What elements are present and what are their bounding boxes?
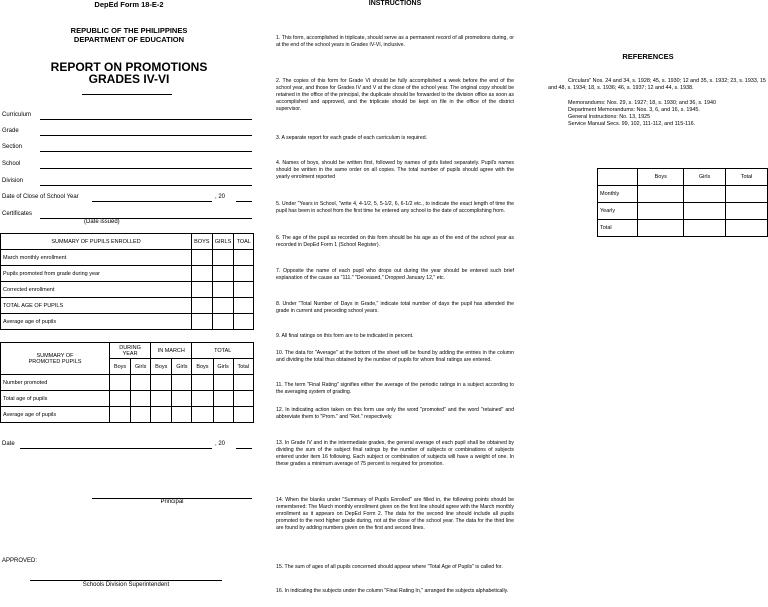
enrolled-row-label: Corrected enrollment [1,282,192,298]
sub-col-girls: Girls [213,359,233,375]
enrolled-summary-table [0,233,254,330]
references-heading: REFERENCES [622,52,674,61]
date-close-label: Date of Close of School Year [2,194,79,200]
references-general: General Instructions: No. 13, 1925 [568,114,651,120]
instruction-item: 9. All final ratings on this form are to be indicated in percent. [276,333,414,339]
references-service-manual: Service Manual Secs. 99, 102, 111-112, and 115-116. [568,121,696,127]
table-cell[interactable] [151,375,172,391]
superintendent-signature-line[interactable] [30,580,222,581]
table-row [1,266,254,282]
instruction-item: 8. Under "Total Number of Days in Grade," indicate total number of days the pupil has attended the grade in current and preceding school years. [276,301,514,315]
table-cell[interactable] [638,203,684,220]
promoted-row-label: Total age of pupils [1,391,110,407]
report-subtitle: GRADES IV-VI [88,72,170,86]
table-cell[interactable] [684,203,726,220]
instruction-item: 15. The sum of ages of all pupils concerned should appear where "Total Age of Pupils" is called for. [276,564,503,570]
table-cell[interactable] [234,250,254,266]
table-cell[interactable] [726,220,768,237]
table-cell[interactable] [234,314,254,330]
table-cell[interactable] [172,407,192,423]
grade-label: Grade [2,128,19,134]
promoted-summary-table [0,342,254,423]
sub-col-girls: Girls [172,359,192,375]
references-circulars: Circulars" Nos. 24 and 34, s. 1928; 45, s. 1930; 12 and 35, s. 1932; 23, s. 1933, 15 and 48, s. 1934; 18, s. 1936; 46, s. 1937; 12 and 44, s. 1938. [548,78,766,91]
table-cell[interactable] [213,375,233,391]
during-year-line2: YEAR [122,350,138,357]
ref-row-label: Total [598,220,638,237]
sub-col-girls: Girls [131,359,151,375]
principal-caption: Principal [160,499,184,505]
sub-col-boys: Boys [192,359,213,375]
instruction-item: 7. Opposite the name of each pupil who drops out during the year should be entered such brief explanation of the cause as "111." "Deceased," Dropped January 12," etc. [276,268,514,282]
references-memoranda: Memorandums: Nos. 29, s. 1927; 18, s. 1930; and 36, s. 1940 [568,100,717,106]
table-cell[interactable] [234,266,254,282]
table-row [598,203,768,220]
instruction-item: 6. The age of the pupil as recorded on this form should be his age as of the end of the school year as recorded in DepEd Form 1 (School Register). [276,235,514,249]
table-cell[interactable] [213,391,233,407]
instruction-item: 4. Names of boys, should be written first, followed by names of girls listed separately. Pupil's names should be written in the same order on all copies. The total number of pupils should agree with the yearly enrolment reported [276,160,514,181]
table-cell[interactable] [212,298,234,314]
footer-year-prefix: , 20 [215,441,226,447]
during-year-line1: DURING [119,344,141,351]
instruction-item: 1. This form, accomplished in triplicate, should serve as a permanent record of all promotions during, or at the end of the school years in Grades IV-VI, inclusive. [276,35,514,49]
title-underline [82,94,172,95]
table-cell[interactable] [192,298,213,314]
section-field[interactable] [40,151,252,152]
table-cell[interactable] [684,220,726,237]
enrolled-col-boys: BOYS [192,234,213,250]
table-cell[interactable] [726,203,768,220]
table-row [1,391,254,407]
superintendent-caption: Schools Division Superintendent [82,582,170,588]
table-cell[interactable] [212,314,234,330]
curriculum-label: Curriculum [2,112,32,118]
table-cell[interactable] [192,375,213,391]
promoted-title-line2: PROMOTED PUPILS [28,358,82,365]
table-cell[interactable] [110,375,131,391]
instruction-item: 10. The data for "Average" at the bottom of the sheet will be found by adding the entries in the column and dividing the total thus obtained by the number of pupils for whom final ratings are entered. [276,350,514,364]
table-cell[interactable] [192,266,213,282]
enrolled-row-label: Average age of pupils [1,314,192,330]
enrolled-col-girls: GIRLS [212,234,234,250]
approved-label: APPROVED: [2,558,38,564]
division-label: Division [2,178,24,184]
section-label: Section [2,144,23,150]
enrolled-row-label: March monthly enrollment [1,250,192,266]
table-cell[interactable] [192,407,213,423]
table-cell[interactable] [233,375,253,391]
table-row [598,186,768,203]
sub-col-total: Total [233,359,253,375]
table-cell[interactable] [212,266,234,282]
table-cell[interactable] [234,282,254,298]
table-cell[interactable] [726,186,768,203]
table-cell[interactable] [192,282,213,298]
instruction-item: 16. In indicating the subjects under the column "Final Rating In," arranged the subjects alphabetically. [276,588,509,594]
table-row [1,314,254,330]
enrolled-table-title: SUMMARY OF PUPILS ENROLLED [1,234,192,250]
table-cell[interactable] [192,250,213,266]
curriculum-field[interactable] [40,119,252,120]
instruction-item: 12. In indicating action taken on this form use only the word "promoted" and the word "retained" and abbreviate them to "Prom." and "Ret." respectively. [276,407,514,421]
ref-col-girls: Girls [684,169,726,186]
table-cell[interactable] [684,186,726,203]
table-cell[interactable] [172,375,192,391]
republic-heading: REPUBLIC OF THE PHILIPPINES [70,26,188,35]
table-row [1,407,254,423]
table-cell[interactable] [151,407,172,423]
ref-col-boys: Boys [638,169,684,186]
table-cell[interactable] [638,220,684,237]
report-form-left [0,0,258,607]
instruction-item: 14. When the blanks under "Summary of Pupils Enrolled" are filled in, the following points should be remembered: The March monthly enrollment given on the first line should agree with the March monthly enrollment as it appears on DepEd Form 2. The data for the second line should include all pupils promoted to the next higher grade during, not at the close of the school year. The data for the third line are found by adding numbers given on the first and second lines. [276,497,514,532]
certificates-field[interactable] [40,218,252,219]
promoted-table-title [1,343,110,375]
sub-col-boys: Boys [151,359,172,375]
ref-row-label: Yearly [598,203,638,220]
form-number: DepEd Form 18-E-2 [94,0,164,9]
table-cell[interactable] [234,298,254,314]
ref-col-total: Total [726,169,768,186]
certificates-label: Certificates [2,211,33,217]
table-cell[interactable] [638,186,684,203]
instruction-item: 13. In Grade IV and in the intermediate grades, the general average of each pupil shall be obtained by dividing the sum of the subject final ratings by the number of subjects or combinations of subjects entered under item 16 following. Each subject or combination of subjects will have a weight of one. In these grades a minimum average of 75 percent is required for promotion. [276,440,514,468]
division-field[interactable] [40,185,252,186]
table-cell[interactable] [213,407,233,423]
date-close-year-field[interactable] [236,201,252,202]
total-header: TOTAL [192,343,254,359]
table-cell[interactable] [131,407,151,423]
table-cell[interactable] [110,407,131,423]
table-cell[interactable] [212,282,234,298]
promoted-title-line1: SUMMARY OF [36,352,74,359]
instruction-item: 3. A separate report for each grade of each curriculum is required. [276,135,428,141]
table-row [598,220,768,237]
grade-field[interactable] [40,135,252,136]
table-row [1,250,254,266]
instruction-item: 5. Under "Years in School, "write 4, 4-1/2, 5, 5-1/2, 6, 6-1/2 etc., to indicate the exact length of time the pupil has been in school from the first time he entered any school to the date of accomplishing from. [276,201,514,215]
school-label: School [2,161,21,167]
report-title: REPORT ON PROMOTIONS [50,60,208,74]
date-close-field[interactable] [92,201,212,202]
table-cell[interactable] [172,391,192,407]
table-cell[interactable] [192,314,213,330]
in-march-header: IN MARCH [151,343,192,359]
footer-date-label: Date [2,441,15,447]
footer-year-field[interactable] [236,448,252,449]
table-row [1,375,254,391]
department-heading: DEPARTMENT OF EDUCATION [73,35,185,44]
date-close-year-prefix: , 20 [215,194,226,200]
footer-date-field[interactable] [20,448,212,449]
instruction-item: 2. The copies of this form for Grade VI should be fully accomplished a week before the end of the school year, and those for Grades IV and V at the close of the school year. The original copy should be retained in the office of the principal, the duplicate should be forwarded to the division office as soon as accomplished and approved, and the triplicate should be kept on file in the office of the district supervisor. [276,78,514,113]
table-cell[interactable] [233,391,253,407]
reference-summary-table [597,168,768,237]
promoted-row-label: Average age of pupils [1,407,110,423]
instructions-heading: INSTRUCTIONS [368,0,422,7]
table-row [1,298,254,314]
references-dept-memoranda: Department Memorandums: Nos. 3, 6, and 16, s. 1945. [568,107,700,113]
during-year-header [110,343,151,359]
enrolled-row-label: Pupils promoted from grade during year [1,266,192,282]
school-field[interactable] [40,168,252,169]
enrolled-row-label: TOTAL AGE OF PUPILS [1,298,192,314]
table-cell[interactable] [131,375,151,391]
promoted-row-label: Number promoted [1,375,110,391]
enrolled-col-total: TOAL [234,234,254,250]
date-issued-caption: (Date issued) [84,219,120,225]
table-cell[interactable] [151,391,172,407]
table-cell[interactable] [110,391,131,407]
table-cell[interactable] [233,407,253,423]
table-cell[interactable] [212,250,234,266]
ref-row-label: Monthly [598,186,638,203]
ref-corner-cell [598,169,638,186]
sub-col-boys: Boys [110,359,131,375]
table-row [1,282,254,298]
instruction-item: 11. The term "Final Rating" signifies either the average of the periodic ratings in a subject according to the averaging system of grading. [276,382,514,396]
table-cell[interactable] [131,391,151,407]
table-cell[interactable] [192,391,213,407]
